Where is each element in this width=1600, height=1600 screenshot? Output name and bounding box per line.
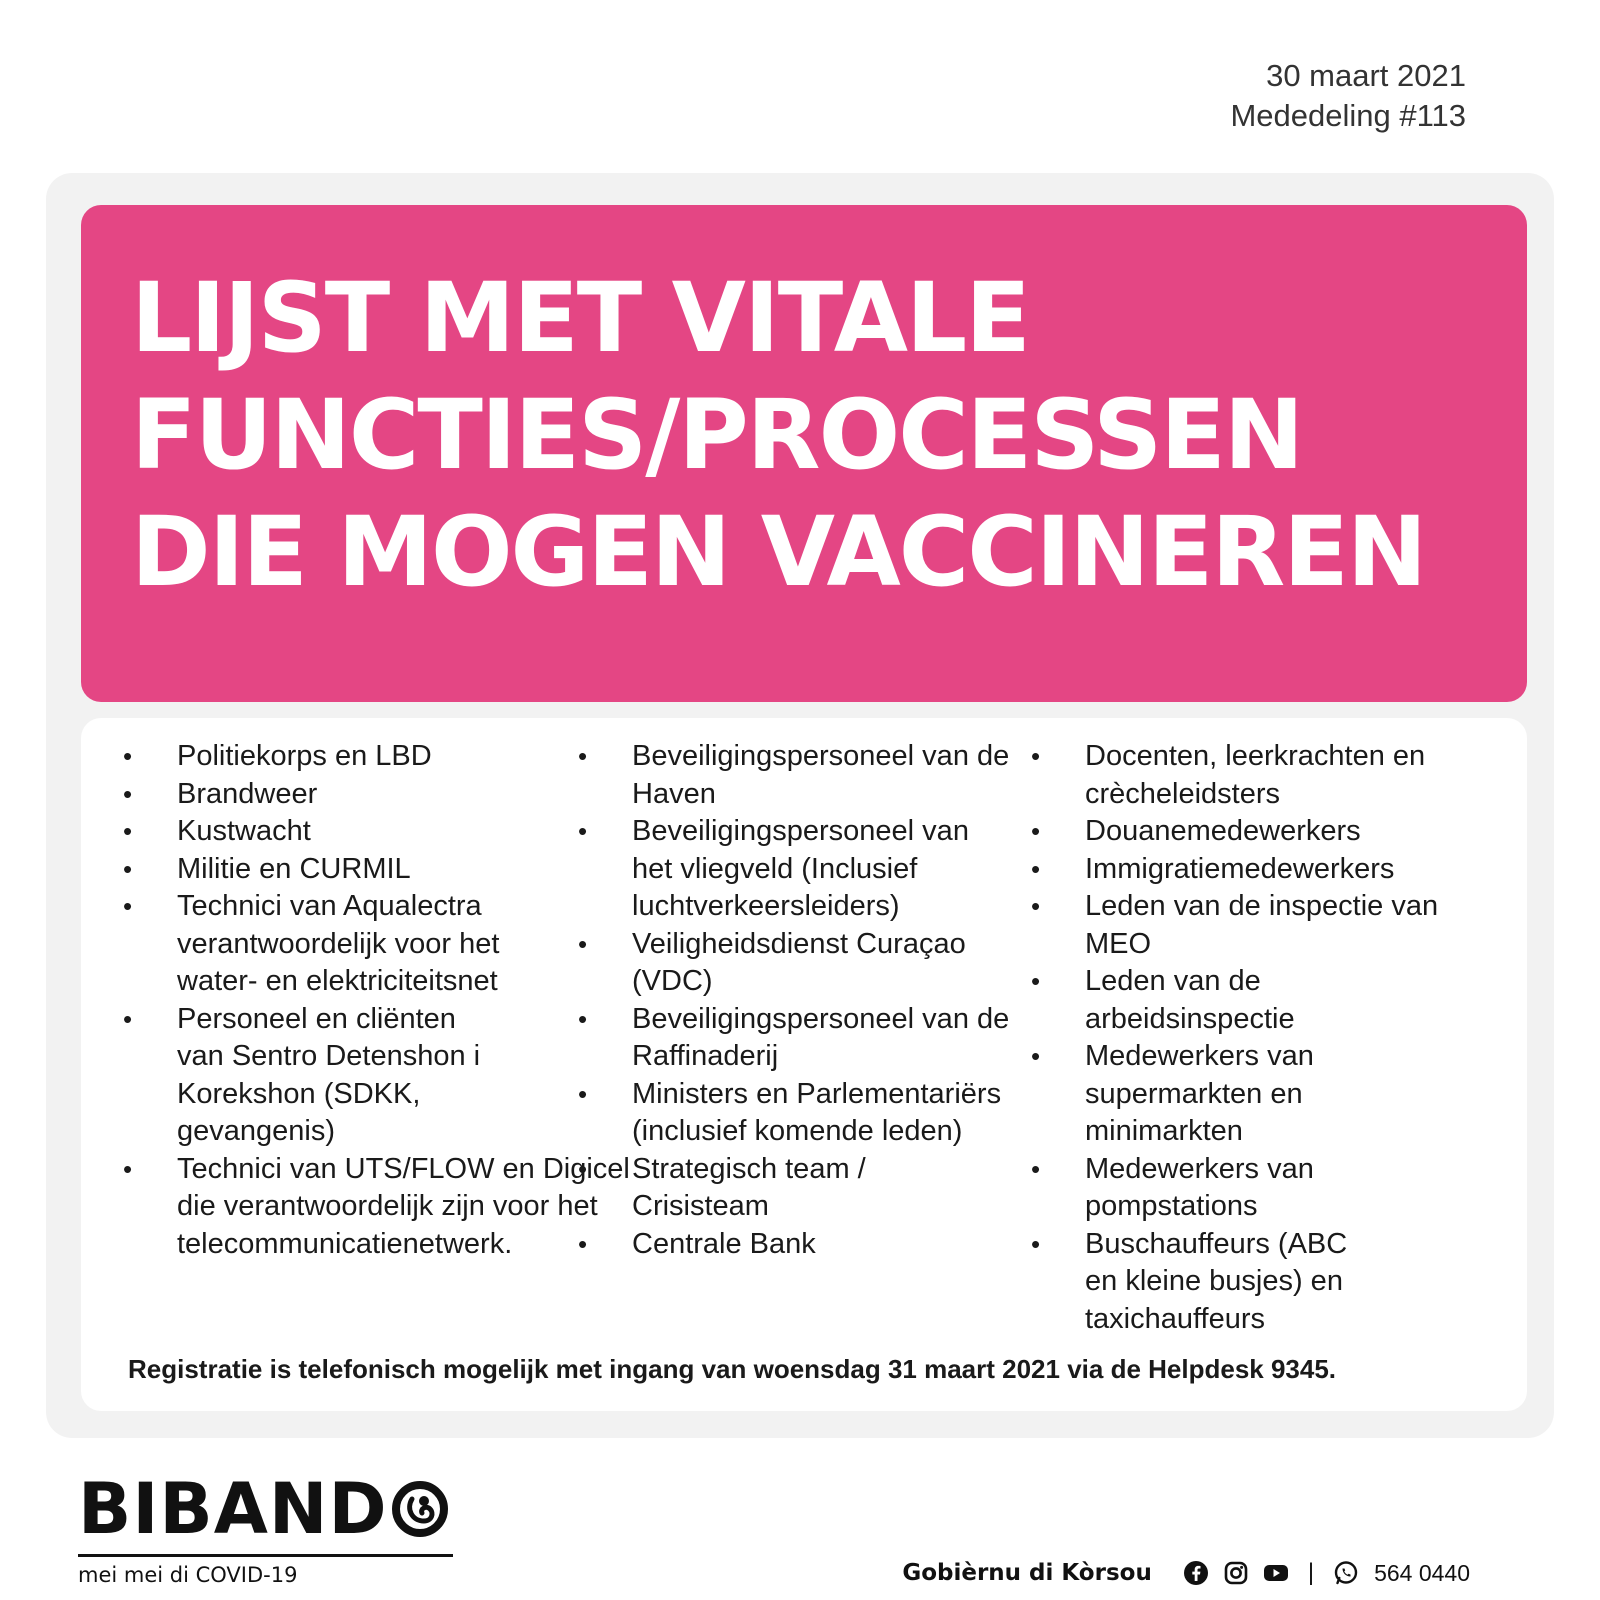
list-item: • Leden van de inspectie van MEO <box>989 888 1489 963</box>
page-title <box>131 260 1425 611</box>
list-item: • Ministers en Parlementariërs (inclusief komende leden) <box>536 1076 1016 1151</box>
list-item: • Beveiligingspersoneel van de Raffinaderij <box>536 1001 1016 1076</box>
title-line-2: FUNCTIES/PROCESSEN <box>131 379 1303 491</box>
youtube-icon[interactable] <box>1262 1559 1290 1587</box>
title-line-1: LIJST MET VITALE <box>131 262 1029 374</box>
list-item: • Politiekorps en LBD <box>81 738 641 776</box>
list-item: • Technici van Aqualectra verantwoordelijk voor het water- en elektriciteitsnet <box>81 888 641 1001</box>
registration-note: Registratie is telefonisch mogelijk met ingang van woensdag 31 maart 2021 via de Helpdesk 9345. <box>128 1354 1337 1384</box>
list-column-3 <box>989 738 1489 1338</box>
list-column-2 <box>536 738 1016 1263</box>
list-item: • Strategisch team / Crisisteam <box>536 1151 1016 1226</box>
list-item: • Medewerkers van pompstations <box>989 1151 1489 1226</box>
list-item: • Immigratiemedewerkers <box>989 851 1489 889</box>
whatsapp-icon[interactable] <box>1332 1559 1360 1587</box>
list-item: • Leden van de arbeidsinspectie <box>989 963 1489 1038</box>
phone-number: 564 0440 <box>1374 1559 1470 1586</box>
list-item: • Brandweer <box>81 776 641 814</box>
notice-meta <box>1230 56 1466 136</box>
bibando-logo <box>78 1470 453 1587</box>
notice-date: 30 maart 2021 <box>1266 58 1466 93</box>
list-item: • Medewerkers van supermarkten en minimarkten <box>989 1038 1489 1151</box>
list-item: • Centrale Bank <box>536 1226 1016 1264</box>
title-line-3: DIE MOGEN VACCINEREN <box>131 496 1426 608</box>
list-card <box>81 718 1527 1411</box>
logo-text: BIBAND <box>78 1468 388 1550</box>
list-item: • Veiligheidsdienst Curaçao (VDC) <box>536 926 1016 1001</box>
footer-separator: | <box>1307 1559 1315 1586</box>
list-item: • Kustwacht <box>81 813 641 851</box>
list-item: • Technici van UTS/FLOW en Digicel die verantwoordelijk zijn voor het telecommunicatienetwerk. <box>81 1151 641 1264</box>
list-item: • Docenten, leerkrachten en crècheleidsters <box>989 738 1489 813</box>
government-name: Gobièrnu di Kòrsou <box>902 1560 1152 1586</box>
logo-wordmark <box>78 1470 453 1548</box>
list-item: • Beveiligingspersoneel van de Haven <box>536 738 1016 813</box>
footer <box>902 1555 1470 1591</box>
list-item: • Personeel en cliënten van Sentro Detenshon i Korekshon (SDKK, gevangenis) <box>81 1001 641 1151</box>
logo-divider <box>78 1554 453 1557</box>
list-item: • Militie en CURMIL <box>81 851 641 889</box>
list-item: • Buschauffeurs (ABC en kleine busjes) en taxichauffeurs <box>989 1226 1489 1339</box>
logo-tagline: mei mei di COVID-19 <box>78 1563 298 1587</box>
title-banner <box>81 205 1527 702</box>
instagram-icon[interactable] <box>1222 1559 1250 1587</box>
notice-number: Mededeling #113 <box>1230 98 1466 133</box>
list-item: • Beveiligingspersoneel van het vliegveld (Inclusief luchtverkeersleiders) <box>536 813 1016 926</box>
baby-circle-icon <box>390 1479 450 1539</box>
facebook-icon[interactable] <box>1182 1559 1210 1587</box>
list-item: • Douanemedewerkers <box>989 813 1489 851</box>
